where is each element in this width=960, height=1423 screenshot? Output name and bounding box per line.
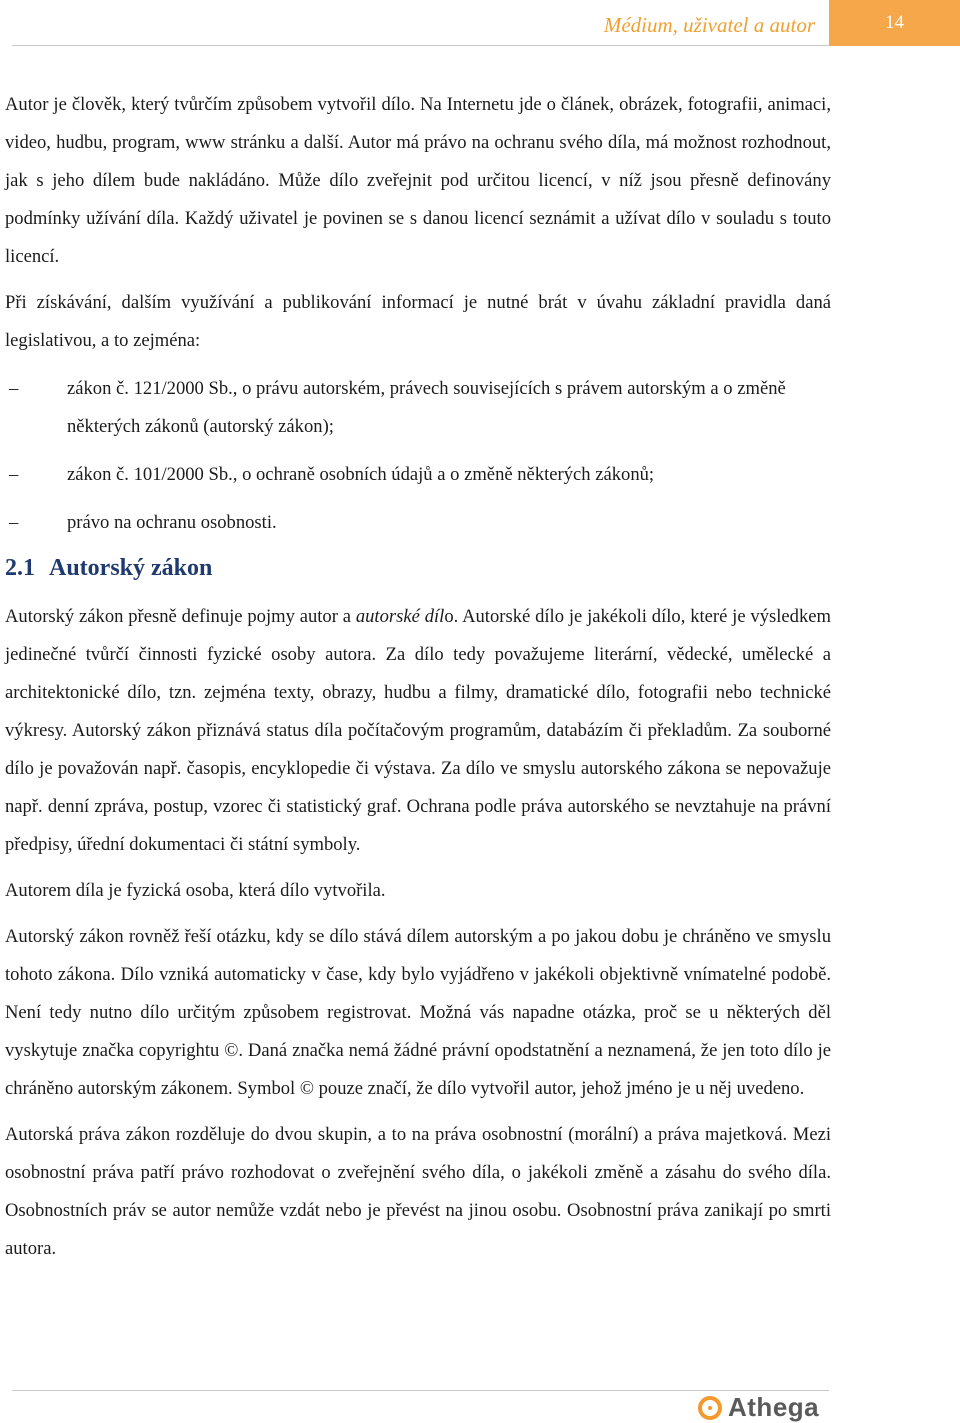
paragraph: Autorská práva zákon rozděluje do dvou skupin, a to na práva osobnostní (morální) a práva majetková. Mezi osobnostní práva patří právo rozhodovat o zveřejnění svého díla, o jakékoli změně a zásahu do svého díla. Osobnostních práv se autor nemůže vzdát nebo je převést na jinou osobu. Osobnostní práva zanikají po smrti autora. bbox=[5, 1124, 831, 1259]
legislation-list bbox=[5, 370, 831, 542]
list-dash: – bbox=[9, 378, 19, 399]
paragraph: Autor je člověk, který tvůrčím způsobem vytvořil dílo. Na Internetu jde o článek, obrázek, fotografii, animaci, video, hudbu, program, www stránku a další. Autor má právo na ochranu svého díla, má možnost rozhodnout, jak s jeho dílem bude nakládáno. Může dílo zveřejnit pod určitou licencí, v níž jsou přesně definovány podmínky užívání díla. Každý uživatel je povinen se s danou licencí seznámit a užívat dílo v souladu s touto licencí. bbox=[5, 94, 831, 267]
header-divider bbox=[12, 45, 829, 46]
paragraph: Autorem díla je fyzická osoba, která dílo vytvořila. bbox=[5, 880, 386, 901]
list-item bbox=[5, 504, 831, 542]
page-content bbox=[5, 86, 831, 1268]
text-run: Autorský zákon přesně definuje pojmy autor a bbox=[5, 606, 356, 627]
italic-term: autorské díl bbox=[355, 606, 445, 627]
list-dash: – bbox=[9, 512, 19, 533]
athega-logo-icon bbox=[698, 1396, 722, 1420]
list-item-text: zákon č. 121/2000 Sb., o právu autorském, právech souvisejících s právem autorským a o změně některých zákonů (autorský zákon); bbox=[67, 378, 786, 437]
section-number: 2.1 bbox=[5, 555, 35, 581]
footer-divider bbox=[12, 1390, 829, 1391]
list-item bbox=[5, 370, 831, 446]
text-run: o. Autorské dílo je jakékoli dílo, které je výsledkem jedinečné tvůrčí činnosti fyzické osoby autora. Za dílo tedy považujeme literární, vědecké, umělecké a architektonické dílo, tzn. zejména texty, obrazy, hudbu a filmy, dramatické dílo, fotografii nebo technické výkresy. Autorský zákon přiznává status díla počítačovým programům, databázím či překladům. Za souborné dílo je považován např. časopis, encyklopedie či výstava. Za dílo ve smyslu autorského zákona se nepovažuje např. denní zpráva, postup, vzorec či statistický graf. Ochrana podle práva autorského se nevztahuje na právní předpisy, úřední dokumentaci či státní symboly. bbox=[5, 606, 831, 855]
page-header bbox=[0, 0, 960, 46]
paragraph: Autorský zákon rovněž řeší otázku, kdy se dílo stává dílem autorským a po jakou dobu je chráněno ve smyslu tohoto zákona. Dílo vzniká automaticky v čase, kdy bylo vyjádřeno v jakékoli objektivně vnímatelné podobě. Není tedy nutno dílo určitým způsobem registrovat. Možná vás napadne otázka, proč se u některých děl vyskytuje značka copyrightu ©. Daná značka nemá žádné právní opodstatnění a neznamená, že jen toto dílo je chráněno autorským zákonem. Symbol © pouze značí, že dílo vytvořil autor, jehož jméno je u něj uvedeno. bbox=[5, 926, 831, 1099]
list-dash: – bbox=[9, 464, 19, 485]
list-item bbox=[5, 456, 831, 494]
list-item-text: právo na ochranu osobnosti. bbox=[67, 512, 277, 533]
page-number: 14 bbox=[829, 0, 960, 46]
running-header-title: Médium, uživatel a autor bbox=[603, 13, 815, 37]
footer-logo bbox=[698, 1392, 918, 1422]
paragraph: Při získávání, dalším využívání a publikování informací je nutné brát v úvahu základní pravidla daná legislativou, a to zejména: bbox=[5, 292, 831, 351]
paragraph bbox=[5, 598, 831, 864]
section-title: Autorský zákon bbox=[49, 555, 213, 581]
section-heading bbox=[5, 552, 831, 584]
list-item-text: zákon č. 101/2000 Sb., o ochraně osobních údajů a o změně některých zákonů; bbox=[67, 464, 655, 485]
logo-text: Athega bbox=[728, 1392, 820, 1422]
